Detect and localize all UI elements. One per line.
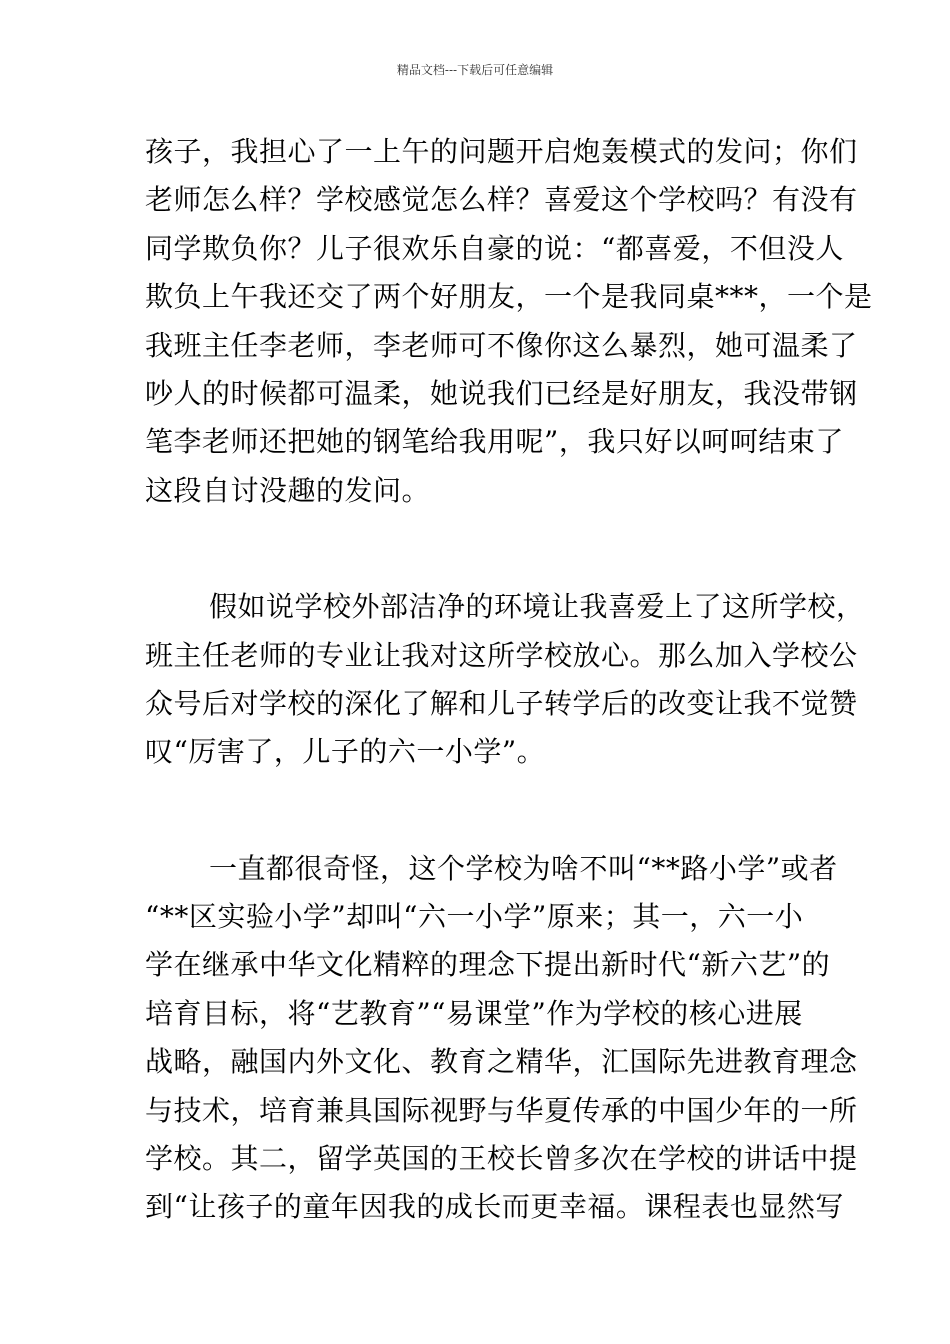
text-line: 与技术，培育兼具国际视野与华夏传承的中国少年的一所 xyxy=(145,1093,858,1127)
text-line: 笔李老师还把她的钢笔给我用呢”，我只好以呵呵结束了 xyxy=(145,425,844,459)
text-line: 培育目标，将“艺教育”“易课堂”作为学校的核心进展 xyxy=(145,996,803,1030)
text-line: 假如说学校外部洁净的环境让我喜爱上了这所学校， xyxy=(209,590,865,624)
text-line: 众号后对学校的深化了解和儿子转学后的改变让我不觉赞 xyxy=(145,686,858,720)
page-header: 精品文档---下载后可任意编辑 xyxy=(396,63,554,77)
document-body xyxy=(145,128,873,1232)
paragraph-spacer xyxy=(145,515,810,583)
paragraph-1 xyxy=(145,128,873,515)
text-line: 到“让孩子的童年因我的成长而更幸福。课程表也显然写 xyxy=(145,1190,844,1224)
text-line: 这段自讨没趣的发问。 xyxy=(145,473,431,507)
text-line: “**区实验小学”却叫“六一小学”原来；其一，六一小 xyxy=(145,900,804,934)
text-line: 同学欺负你？儿子很欢乐自豪的说：“都喜爱，不但没人 xyxy=(145,231,844,265)
text-line: 战略，融国内外文化、教育之精华，汇国际先进教育理念 xyxy=(145,1045,858,1079)
text-line: 学在继承中华文化精粹的理念下提出新时代“新六艺”的 xyxy=(145,948,831,982)
text-line: 叹“厉害了，儿子的六一小学”。 xyxy=(145,735,546,769)
text-line: 班主任老师的专业让我对这所学校放心。那么加入学校公 xyxy=(145,638,858,672)
text-line: 欺负上午我还交了两个好朋友，一个是我同桌***，一个是 xyxy=(145,280,873,314)
text-line: 学校。其二，留学英国的王校长曾多次在学校的讲话中提 xyxy=(145,1142,858,1176)
paragraph-2 xyxy=(145,583,865,777)
paragraph-3 xyxy=(145,845,858,1232)
text-line: 老师怎么样？学校感觉怎么样？喜爱这个学校吗？有没有 xyxy=(145,183,858,217)
text-line: 我班主任李老师，李老师可不像你这么暴烈，她可温柔了 xyxy=(145,328,858,362)
text-line: 吵人的时候都可温柔，她说我们已经是好朋友，我没带钢 xyxy=(145,376,858,410)
text-line: 一直都很奇怪，这个学校为啥不叫“**路小学”或者 xyxy=(209,851,838,885)
paragraph-spacer xyxy=(145,777,810,845)
text-line: 孩子，我担心了一上午的问题开启炮轰模式的发问；你们 xyxy=(145,135,858,168)
